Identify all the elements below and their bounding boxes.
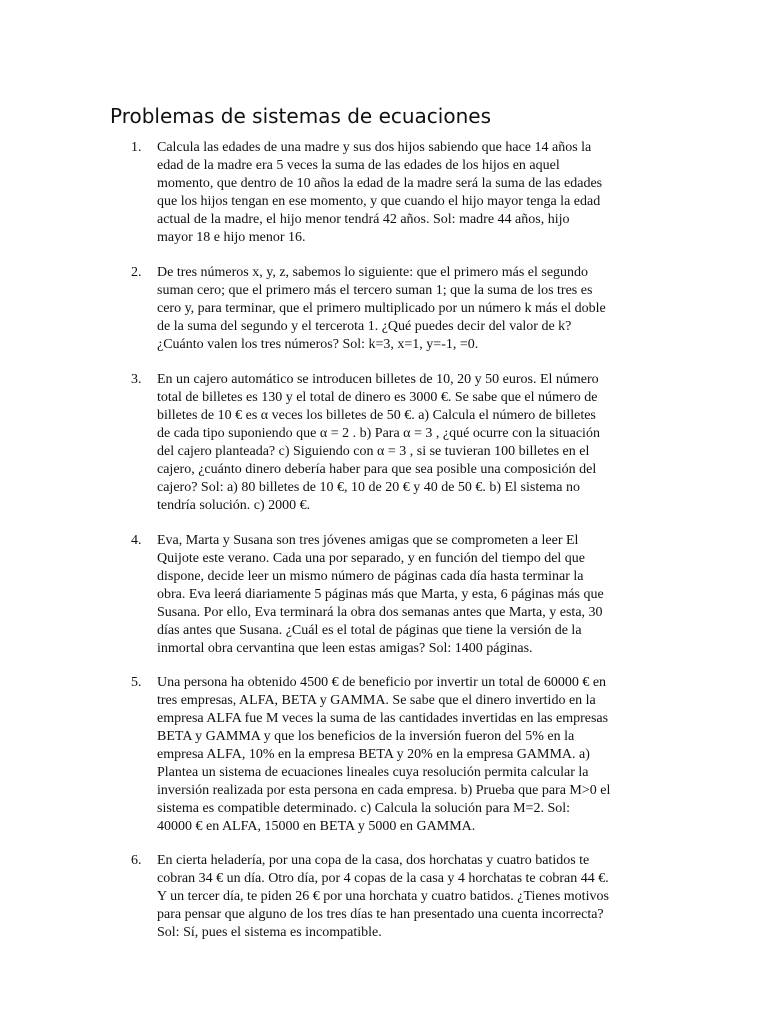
problem-number: 3.	[131, 372, 142, 387]
problem-number: 6.	[131, 853, 142, 868]
problem-text-line: tres empresas, ALFA, BETA y GAMMA. Se sabe que el dinero invertido en la	[157, 693, 596, 708]
problem-text-line: tendría solución. c) 2000 €.	[157, 498, 311, 513]
problem-text-line: del cajero planteada? c) Siguiendo con α = 3 , si se tuvieran 100 billetes en el	[157, 444, 590, 459]
problem-number: 5.	[131, 675, 142, 690]
problem-text-line: billetes de 10 € es α veces los billetes de 50 €. a) Calcula el número de billetes	[157, 408, 596, 423]
problem-text-line: En cierta heladería, por una copa de la casa, dos horchatas y cuatro batidos te	[157, 853, 590, 868]
problem-text-line: cajero? Sol: a) 80 billetes de 10 €, 10 de 20 € y 40 de 50 €. b) El sistema no	[157, 480, 581, 495]
problem-text-line: total de billetes es 130 y el total de dinero es 3000 €. Se sabe que el número de	[157, 390, 598, 405]
problem-text-line: dispone, decide leer un mismo número de páginas cada día hasta terminar la	[157, 569, 584, 584]
problem-text-line: de la suma del segundo y el tercerota 1. ¿Qué puedes decir del valor de k?	[157, 319, 572, 334]
problem-number: 2.	[131, 265, 142, 280]
problem-text-line: En un cajero automático se introducen billetes de 10, 20 y 50 euros. El número	[157, 372, 599, 387]
problem-text-line: empresa ALFA fue M veces la suma de las cantidades invertidas en las empresas	[157, 711, 609, 726]
problem-text-line: días antes que Susana. ¿Cuál es el total de páginas que tiene la versión de la	[157, 623, 582, 638]
problem-text-line: mayor 18 e hijo menor 16.	[157, 230, 306, 245]
problem-text-line: cajero, ¿cuánto dinero debería haber para que sea posible una composición del	[157, 462, 597, 477]
problem-text-line: que los hijos tengan en ese momento, y que cuando el hijo mayor tenga la edad	[157, 194, 601, 209]
problem-text-line: ¿Cuánto valen los tres números? Sol: k=3, x=1, y=-1, =0.	[157, 337, 479, 352]
problem-text-line: cobran 34 € un día. Otro día, por 4 copas de la casa y 4 horchatas te cobran 44 €.	[157, 871, 609, 886]
problem-text-line: obra. Eva leerá diariamente 5 páginas más que Marta, y esta, 6 páginas más que	[157, 587, 604, 602]
page-title: Problemas de sistemas de ecuaciones	[110, 104, 491, 128]
problem-text-line: empresa ALFA, 10% en la empresa BETA y 20% en la empresa GAMMA. a)	[157, 747, 590, 762]
problem-text-line: Susana. Por ello, Eva terminará la obra dos semanas antes que Marta, y esta, 30	[157, 605, 603, 620]
problem-text-line: Calcula las edades de una madre y sus dos hijos sabiendo que hace 14 años la	[157, 140, 592, 155]
problem-text-line: para pensar que alguno de los tres días te han presentado una cuenta incorrecta?	[157, 907, 604, 922]
problem-text-line: inmortal obra cervantina que leen estas amigas? Sol: 1400 páginas.	[157, 641, 533, 656]
problem-text-line: BETA y GAMMA y que los beneficios de la inversión fueron del 5% en la	[157, 729, 575, 744]
problem-text-line: 40000 € en ALFA, 15000 en BETA y 5000 en GAMMA.	[157, 819, 476, 834]
problem-text-line: Sol: Sí, pues el sistema es incompatible.	[157, 925, 382, 940]
problem-text-line: cero y, para terminar, que el primero multiplicado por un número k más el doble	[157, 301, 606, 316]
problem-text-line: edad de la madre era 5 veces la suma de las edades de los hijos en aquel	[157, 158, 560, 173]
problem-number: 4.	[131, 533, 142, 548]
problem-text-line: Eva, Marta y Susana son tres jóvenes amigas que se comprometen a leer El	[157, 533, 579, 548]
problem-text-line: sistema es compatible determinado. c) Calcula la solución para M=2. Sol:	[157, 801, 571, 816]
problem-text-line: momento, que dentro de 10 años la edad de la madre será la suma de las edades	[157, 176, 603, 191]
problem-text-line: suman cero; que el primero más el tercero suman 1; que la suma de los tres es	[157, 283, 593, 298]
problem-text-line: Y un tercer día, te piden 26 € por una horchata y cuatro batidos. ¿Tienes motivos	[157, 889, 609, 904]
problem-text-line: de cada tipo suponiendo que α = 2 . b) Para α = 3 , ¿qué ocurre con la situación	[157, 426, 600, 441]
problem-text-line: De tres números x, y, z, sabemos lo siguiente: que el primero más el segundo	[157, 265, 589, 280]
problem-text-line: Plantea un sistema de ecuaciones lineales cuya resolución permita calcular la	[157, 765, 589, 780]
problem-text-line: Quijote este verano. Cada una por separado, y en función del tiempo del que	[157, 551, 586, 566]
problem-number: 1.	[131, 140, 142, 155]
problem-text-line: Una persona ha obtenido 4500 € de beneficio por invertir un total de 60000 € en	[157, 675, 607, 690]
problem-text-line: actual de la madre, el hijo menor tendrá 42 años. Sol: madre 44 años, hijo	[157, 212, 570, 227]
problem-text-line: inversión realizada por esta persona en cada empresa. b) Prueba que para M>0 el	[157, 783, 611, 798]
